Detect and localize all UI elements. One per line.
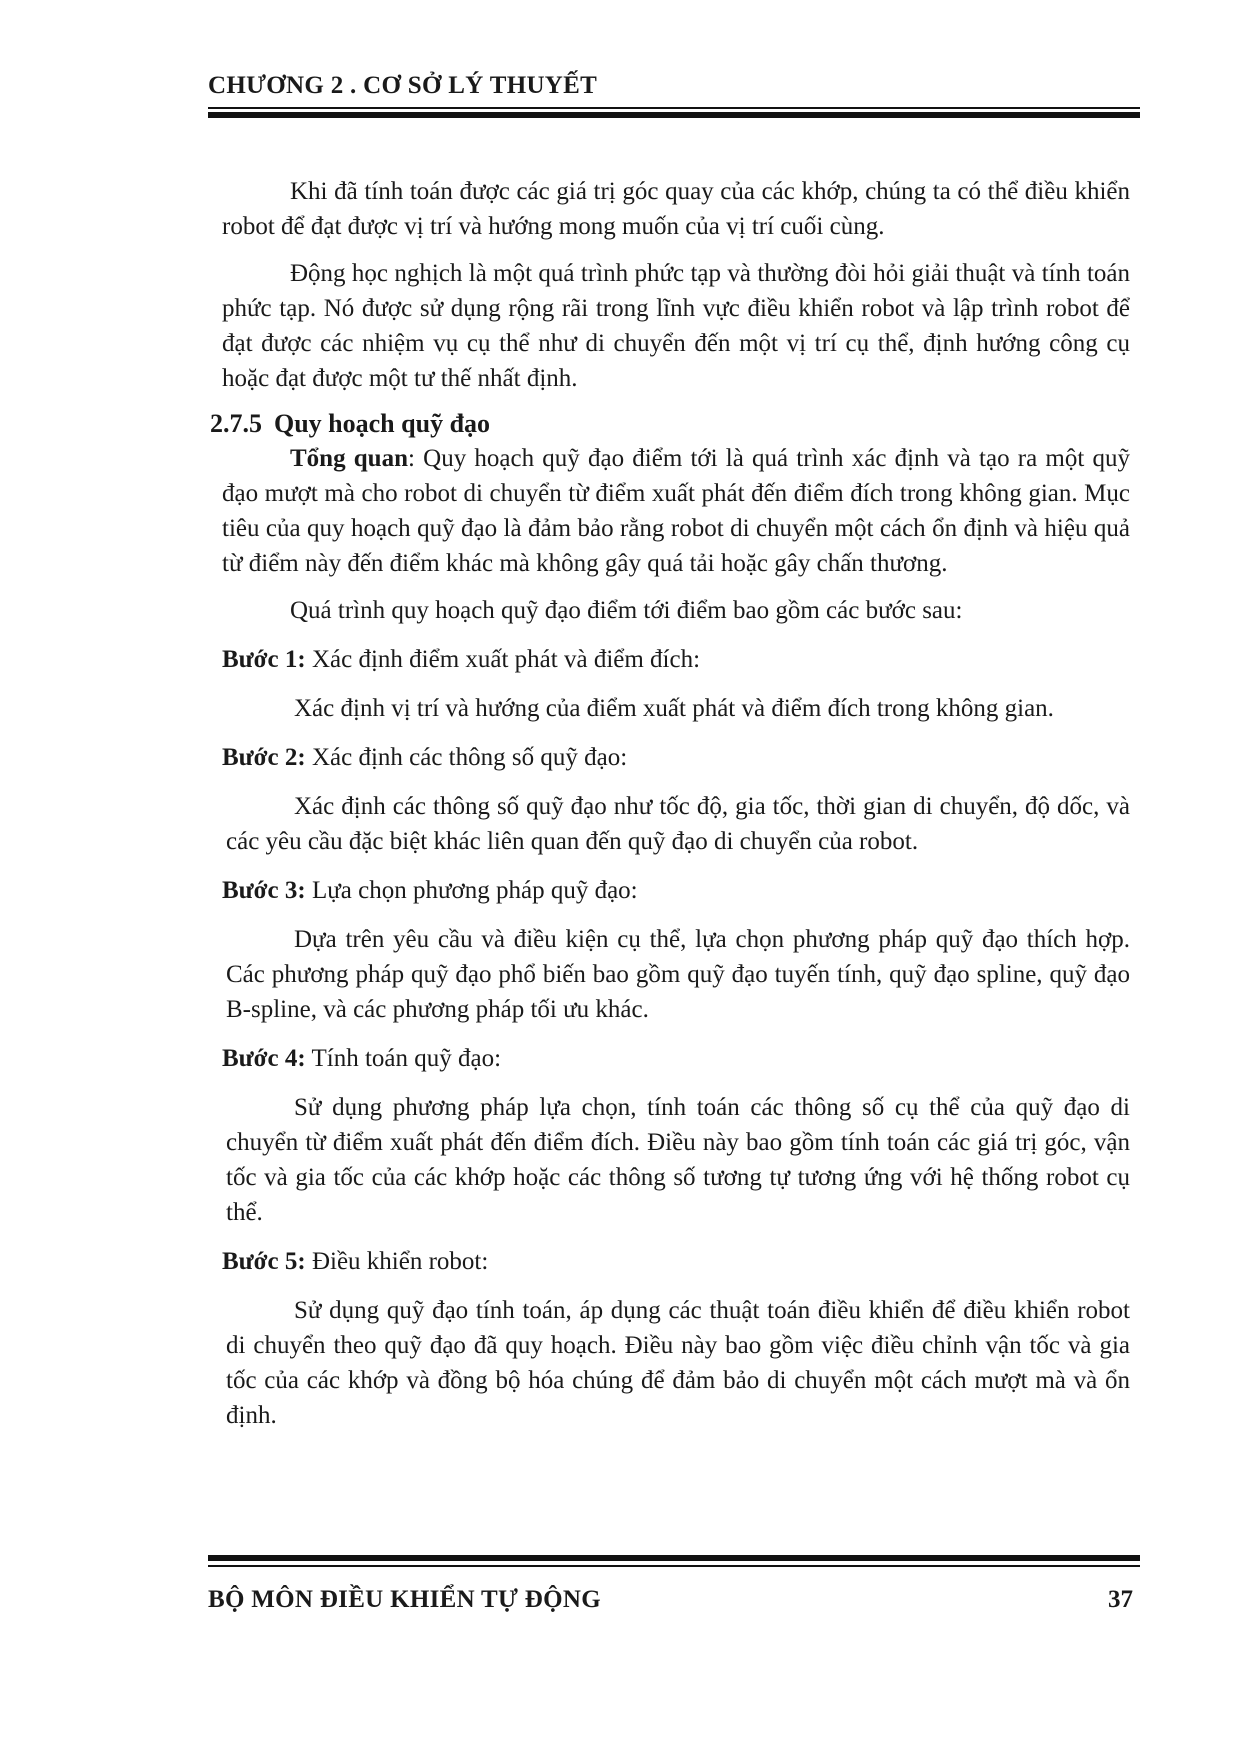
overview-text: : Quy hoạch quỹ đạo điểm tới là quá trình xác định và tạo ra một quỹ đạo mượt mà cho robot di chuyển từ điểm xuất phát đến điểm đích trong không gian. Mục tiêu của quy hoạch quỹ đạo là đảm bảo rằng robot di chuyển một cách ổn định và hiệu quả từ điểm này đến điểm khác mà không gây quá tải hoặc gây chấn thương. bbox=[222, 445, 1130, 577]
overview-paragraph bbox=[222, 441, 1130, 581]
step-heading bbox=[222, 740, 1130, 775]
header-rule-thick bbox=[208, 112, 1140, 118]
paragraph: Khi đã tính toán được các giá trị góc quay của các khớp, chúng ta có thể điều khiển robot để đạt được vị trí và hướng mong muốn của vị trí cuối cùng. bbox=[222, 178, 1130, 240]
section-number: 2.7.5 bbox=[210, 409, 262, 438]
step-title: Xác định các thông số quỹ đạo: bbox=[305, 744, 628, 771]
department-name: BỘ MÔN ĐIỀU KHIỂN TỰ ĐỘNG bbox=[208, 1586, 601, 1613]
step-body: Xác định các thông số quỹ đạo như tốc độ, gia tốc, thời gian di chuyển, độ dốc, và các yêu cầu đặc biệt khác liên quan đến quỹ đạo di chuyển của robot. bbox=[226, 793, 1130, 855]
step-label: Bước 2: bbox=[222, 744, 306, 771]
step-body: Sử dụng phương pháp lựa chọn, tính toán các thông số cụ thể của quỹ đạo di chuyển từ điểm xuất phát đến điểm đích. Điều này bao gồm tính toán các giá trị góc, vận tốc và gia tốc của các khớp hoặc các thông số tương tự tương ứng với hệ thống robot cụ thể. bbox=[226, 1094, 1130, 1226]
footer-rule-thin bbox=[208, 1565, 1140, 1567]
section-title: Quy hoạch quỹ đạo bbox=[274, 409, 491, 438]
steps-intro: Quá trình quy hoạch quỹ đạo điểm tới điểm bao gồm các bước sau: bbox=[290, 597, 963, 624]
step-label: Bước 5: bbox=[222, 1248, 306, 1275]
footer-rule-thick bbox=[208, 1555, 1140, 1561]
step-label: Bước 1: bbox=[222, 646, 306, 673]
step-heading bbox=[222, 642, 1130, 677]
step-heading bbox=[222, 1244, 1130, 1279]
chapter-title: CHƯƠNG 2 . CƠ SỞ LÝ THUYẾT bbox=[208, 72, 598, 99]
page-number: 37 bbox=[1108, 1586, 1133, 1613]
step-body: Dựa trên yêu cầu và điều kiện cụ thể, lựa chọn phương pháp quỹ đạo thích hợp. Các phương pháp quỹ đạo phổ biến bao gồm quỹ đạo tuyến tính, quỹ đạo spline, quỹ đạo B-spline, và các phương pháp tối ưu khác. bbox=[226, 926, 1130, 1023]
step-label: Bước 3: bbox=[222, 877, 306, 904]
overview-label: Tổng quan bbox=[290, 445, 408, 472]
page-body bbox=[210, 174, 1130, 1433]
step-body: Xác định vị trí và hướng của điểm xuất phát và điểm đích trong không gian. bbox=[294, 695, 1054, 722]
step-title: Tính toán quỹ đạo: bbox=[305, 1045, 502, 1072]
header-rule-thin bbox=[208, 107, 1140, 109]
step-heading bbox=[222, 1041, 1130, 1076]
step-heading bbox=[222, 873, 1130, 908]
step-title: Lựa chọn phương pháp quỹ đạo: bbox=[305, 877, 638, 904]
paragraph: Động học nghịch là một quá trình phức tạp và thường đòi hỏi giải thuật và tính toán phức tạp. Nó được sử dụng rộng rãi trong lĩnh vực điều khiển robot và lập trình robot để đạt được các nhiệm vụ cụ thể như di chuyển đến một vị trí cụ thể, định hướng công cụ hoặc đạt được một tư thế nhất định. bbox=[222, 260, 1130, 392]
section-heading bbox=[210, 406, 1130, 441]
step-title: Điều khiển robot: bbox=[305, 1248, 489, 1275]
step-title: Xác định điểm xuất phát và điểm đích: bbox=[305, 646, 701, 673]
step-label: Bước 4: bbox=[222, 1045, 306, 1072]
step-body: Sử dụng quỹ đạo tính toán, áp dụng các thuật toán điều khiển để điều khiển robot di chuyển theo quỹ đạo đã quy hoạch. Điều này bao gồm việc điều chỉnh vận tốc và gia tốc của các khớp và đồng bộ hóa chúng để đảm bảo di chuyển một cách mượt mà và ổn định. bbox=[226, 1297, 1130, 1429]
